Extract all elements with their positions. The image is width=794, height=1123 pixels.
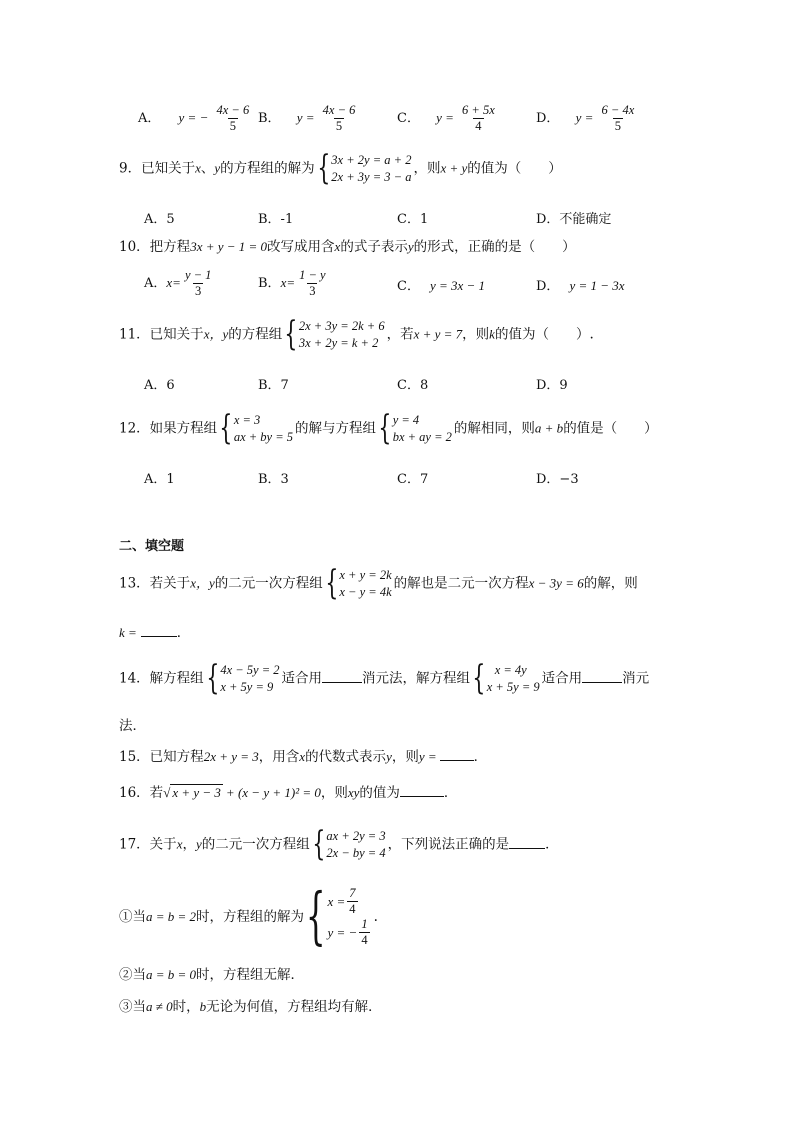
answer-blank[interactable] xyxy=(141,624,177,637)
q14-suffix: 消元 xyxy=(622,670,650,687)
q11-suffix: 的值为（ ）. xyxy=(494,326,594,343)
option-label: B． xyxy=(258,276,281,291)
q16-suffix: 的值为 xyxy=(359,785,400,801)
q13-prefix: 13．若关于 xyxy=(119,575,191,592)
s3-suffix: 无论为何值，方程组均有解． xyxy=(206,999,382,1015)
equation-system xyxy=(219,408,294,448)
q12-suffix: 的值是（ ） xyxy=(563,420,658,437)
solution-system xyxy=(304,879,372,952)
condition: x + y = 7 xyxy=(413,326,463,342)
expression: x + y xyxy=(440,160,468,176)
equation-system xyxy=(325,563,392,603)
sqrt-body: x + y − 3 xyxy=(172,785,221,800)
equation-system xyxy=(316,148,412,188)
equation: 2x + 3y = 2k + 6 xyxy=(298,319,385,333)
var: x xyxy=(195,160,201,176)
fraction xyxy=(600,103,637,134)
q11-after: ，若 xyxy=(386,326,414,343)
equation: x = 4y xyxy=(494,663,527,677)
q14-line2: 法． xyxy=(119,718,146,734)
q8-option-a xyxy=(138,103,253,134)
brace-icon: { xyxy=(316,148,330,188)
brace-icon: { xyxy=(219,408,233,448)
brace-icon: { xyxy=(472,658,486,698)
brace-icon: { xyxy=(312,824,326,864)
equation: 3x + y − 1 = 0 xyxy=(190,239,268,254)
s1-middle: 时，方程组的解为 xyxy=(196,909,305,925)
s2-prefix: ②当 xyxy=(119,967,146,983)
fraction xyxy=(297,268,327,299)
q12-option-b: B．3 xyxy=(258,472,289,487)
question-10 xyxy=(119,238,576,256)
q15-suffix: ． xyxy=(473,749,488,765)
condition: a = b = 2 xyxy=(146,909,197,924)
denominator: 3 xyxy=(195,284,202,298)
q11-after2: ，则 xyxy=(462,326,490,343)
option-label: D． xyxy=(536,279,560,294)
question-13 xyxy=(119,563,638,603)
brace-icon: { xyxy=(284,314,298,354)
lhs: x= xyxy=(166,275,181,290)
q12-option-c: C．7 xyxy=(397,472,429,487)
vars: x，y xyxy=(203,326,229,342)
s2-suffix: 时，方程组无解． xyxy=(196,967,305,983)
brace-icon: { xyxy=(206,658,219,698)
q12-option-d: D．−3 xyxy=(536,472,579,487)
equation: x + y = 2k xyxy=(339,568,392,582)
lhs: x= xyxy=(280,275,296,290)
question-9 xyxy=(119,148,562,188)
fraction xyxy=(359,917,369,948)
s3-prefix: ③当 xyxy=(119,999,146,1015)
option-label: A． xyxy=(144,276,167,291)
question-15 xyxy=(119,748,487,766)
var: y xyxy=(195,836,202,852)
q9-option-b: B．-1 xyxy=(258,212,294,227)
equation: x + 5y = 9 xyxy=(486,680,540,694)
q10-suffix: 的形式，正确的是（ ） xyxy=(413,239,576,255)
equation-system xyxy=(284,314,385,354)
q14-middle3: 适合用 xyxy=(541,670,583,687)
s3-middle: 时， xyxy=(172,999,200,1015)
equation: x − y = 4k xyxy=(339,585,392,599)
q17-prefix: 17．关于 xyxy=(119,836,177,853)
expr-prefix: y = − xyxy=(178,110,209,125)
q12-prefix: 12．如果方程组 xyxy=(119,420,218,437)
q16-prefix: 16．若 xyxy=(119,785,164,801)
lhs: x = xyxy=(327,893,346,909)
equation: 2x − by = 4 xyxy=(326,846,386,860)
q11-option-a: A．6 xyxy=(144,378,175,393)
q13-line2 xyxy=(119,624,190,642)
option-label: C． xyxy=(397,111,420,126)
q17-statement-1 xyxy=(119,879,378,952)
q10-option-c xyxy=(397,275,485,294)
equation: 3x + 2y = a + 2 xyxy=(331,153,412,167)
denominator: 5 xyxy=(614,119,621,133)
answer-blank[interactable] xyxy=(322,670,362,683)
equation-system xyxy=(378,408,452,448)
question-11 xyxy=(119,314,594,354)
var: k xyxy=(489,326,495,342)
var: y xyxy=(407,239,414,254)
question-17 xyxy=(119,824,559,864)
fraction xyxy=(321,103,358,134)
sep: ， xyxy=(182,836,196,853)
q10-option-a xyxy=(144,268,215,299)
q15-middle2: 的代数式表示 xyxy=(305,749,387,765)
q15-middle: ，用含 xyxy=(258,749,300,765)
answer-blank[interactable] xyxy=(582,670,622,683)
question-12 xyxy=(119,408,658,448)
q8-option-b xyxy=(258,103,359,134)
answer-blank[interactable] xyxy=(440,748,474,761)
end: ． xyxy=(545,836,559,853)
q17-middle: 的二元一次方程组 xyxy=(201,836,310,853)
expression: xy xyxy=(347,785,360,800)
expression: a + b xyxy=(534,420,564,436)
q10-middle: 改写成用含 xyxy=(267,239,335,255)
q11-middle: 的方程组 xyxy=(228,326,283,343)
brace-icon: { xyxy=(305,879,326,952)
var: y xyxy=(386,749,392,764)
equation: bx + ay = 2 xyxy=(392,430,452,444)
q17-statement-3 xyxy=(119,998,382,1016)
condition: a = b = 0 xyxy=(146,967,197,982)
var: x xyxy=(299,749,306,764)
denominator: 5 xyxy=(229,119,236,133)
q14-prefix: 14．解方程组 xyxy=(119,670,204,687)
numerator: 4x − 6 xyxy=(322,103,356,117)
expr-prefix: y = xyxy=(436,110,454,125)
fraction xyxy=(183,268,213,299)
equation: x + 5y = 9 xyxy=(220,680,274,694)
fraction xyxy=(460,103,497,134)
q9-middle: 的方程组的解为 xyxy=(220,160,315,177)
equation-system xyxy=(206,658,280,698)
denominator: 4 xyxy=(349,902,356,916)
equation: 4x − 5y = 2 xyxy=(220,663,280,677)
denominator: 5 xyxy=(335,119,343,133)
q12-after: 的解相同，则 xyxy=(453,420,535,437)
equation-system xyxy=(472,658,540,698)
equation: y = 4 xyxy=(392,413,420,427)
q12-middle: 的解与方程组 xyxy=(295,420,377,437)
end: . xyxy=(373,909,378,925)
sqrt-icon: √ xyxy=(163,785,171,800)
expr-prefix: y = xyxy=(575,110,594,125)
q8-option-c xyxy=(397,103,499,134)
q14-middle2: 消元法，解方程组 xyxy=(362,670,471,687)
numerator: 1 − y xyxy=(299,268,326,282)
question-16 xyxy=(119,784,457,802)
q9-suffix: 的值为（ ） xyxy=(467,160,562,177)
option-label: B． xyxy=(258,111,281,126)
equation: 2x + 3y = 3 − a xyxy=(331,170,412,184)
end: ． xyxy=(443,785,458,801)
q15-after: ，则 xyxy=(391,749,419,765)
q9-option-d: D．不能确定 xyxy=(536,212,612,227)
section-heading: 二、填空题 xyxy=(119,539,185,554)
q13-after: 的解也是二元一次方程 xyxy=(393,575,529,592)
answer-blank[interactable] xyxy=(400,784,444,797)
q9-prefix: 9．已知关于 xyxy=(119,160,196,177)
brace-icon: { xyxy=(325,563,339,603)
fraction xyxy=(347,886,357,917)
condition: a ≠ 0 xyxy=(146,999,173,1014)
equation: 3x + 2y = k + 2 xyxy=(298,336,379,350)
numerator: 6 − 4x xyxy=(601,103,635,117)
equation: x − 3y = 6 xyxy=(528,575,584,591)
numerator: 4x − 6 xyxy=(216,103,250,117)
equation-system xyxy=(312,824,386,864)
denominator: 4 xyxy=(361,933,368,947)
var: x xyxy=(334,239,341,254)
answer-blank[interactable] xyxy=(509,836,545,849)
lhs: k = xyxy=(119,625,137,640)
q17-statement-2 xyxy=(119,966,304,984)
option-label: C． xyxy=(397,279,420,294)
q11-option-c: C．8 xyxy=(397,378,429,393)
q10-option-d xyxy=(536,275,625,294)
q16-middle: ，则 xyxy=(320,785,348,801)
numerator: 6 + 5x xyxy=(462,103,495,117)
q9-option-c: C．1 xyxy=(397,212,429,227)
q17-suffix: ，下列说法正确的是 xyxy=(387,836,510,853)
equation: ax + by = 5 xyxy=(233,430,294,444)
q9-option-a: A．5 xyxy=(144,212,175,227)
q10-middle2: 的式子表示 xyxy=(340,239,408,255)
q14-middle: 适合用 xyxy=(281,670,323,687)
end: ． xyxy=(176,625,191,641)
sep: 、 xyxy=(200,160,215,177)
question-14 xyxy=(119,658,650,698)
q10-option-b xyxy=(258,268,330,299)
q13-middle: 的二元一次方程组 xyxy=(214,575,323,592)
q8-option-d xyxy=(536,103,638,134)
q15-prefix: 15．已知方程 xyxy=(119,749,204,765)
q11-option-d: D．9 xyxy=(536,378,568,393)
numerator: 7 xyxy=(349,886,356,900)
expression: y = 3x − 1 xyxy=(429,278,486,293)
q11-prefix: 11．已知关于 xyxy=(119,326,204,343)
q11-option-b: B．7 xyxy=(258,378,289,393)
denominator: 3 xyxy=(309,284,316,298)
expression: + (x − y + 1)² = 0 xyxy=(225,785,321,800)
option-label: A． xyxy=(138,111,161,126)
q10-prefix: 10．把方程 xyxy=(119,239,191,255)
lhs: y = xyxy=(418,749,437,764)
vars: x，y xyxy=(190,575,215,591)
numerator: 1 xyxy=(361,917,368,931)
q12-option-a: A．1 xyxy=(144,472,175,487)
brace-icon: { xyxy=(378,408,392,448)
s1-prefix: ①当 xyxy=(119,909,146,925)
q9-after: ，则 xyxy=(413,160,441,177)
lhs: y = − xyxy=(327,924,358,940)
var: b xyxy=(199,999,207,1014)
var: y xyxy=(214,160,221,176)
q13-suffix: 的解，则 xyxy=(583,575,638,592)
denominator: 4 xyxy=(475,119,482,133)
fraction xyxy=(215,103,252,134)
var: x xyxy=(176,836,183,852)
numerator: y − 1 xyxy=(184,268,212,282)
equation: x = 3 xyxy=(233,413,261,427)
equation: ax + 2y = 3 xyxy=(326,829,386,843)
equation: 2x + y = 3 xyxy=(203,749,259,764)
option-label: D． xyxy=(536,111,560,126)
expression: y = 1 − 3x xyxy=(569,278,625,293)
expr-prefix: y = xyxy=(296,110,315,125)
